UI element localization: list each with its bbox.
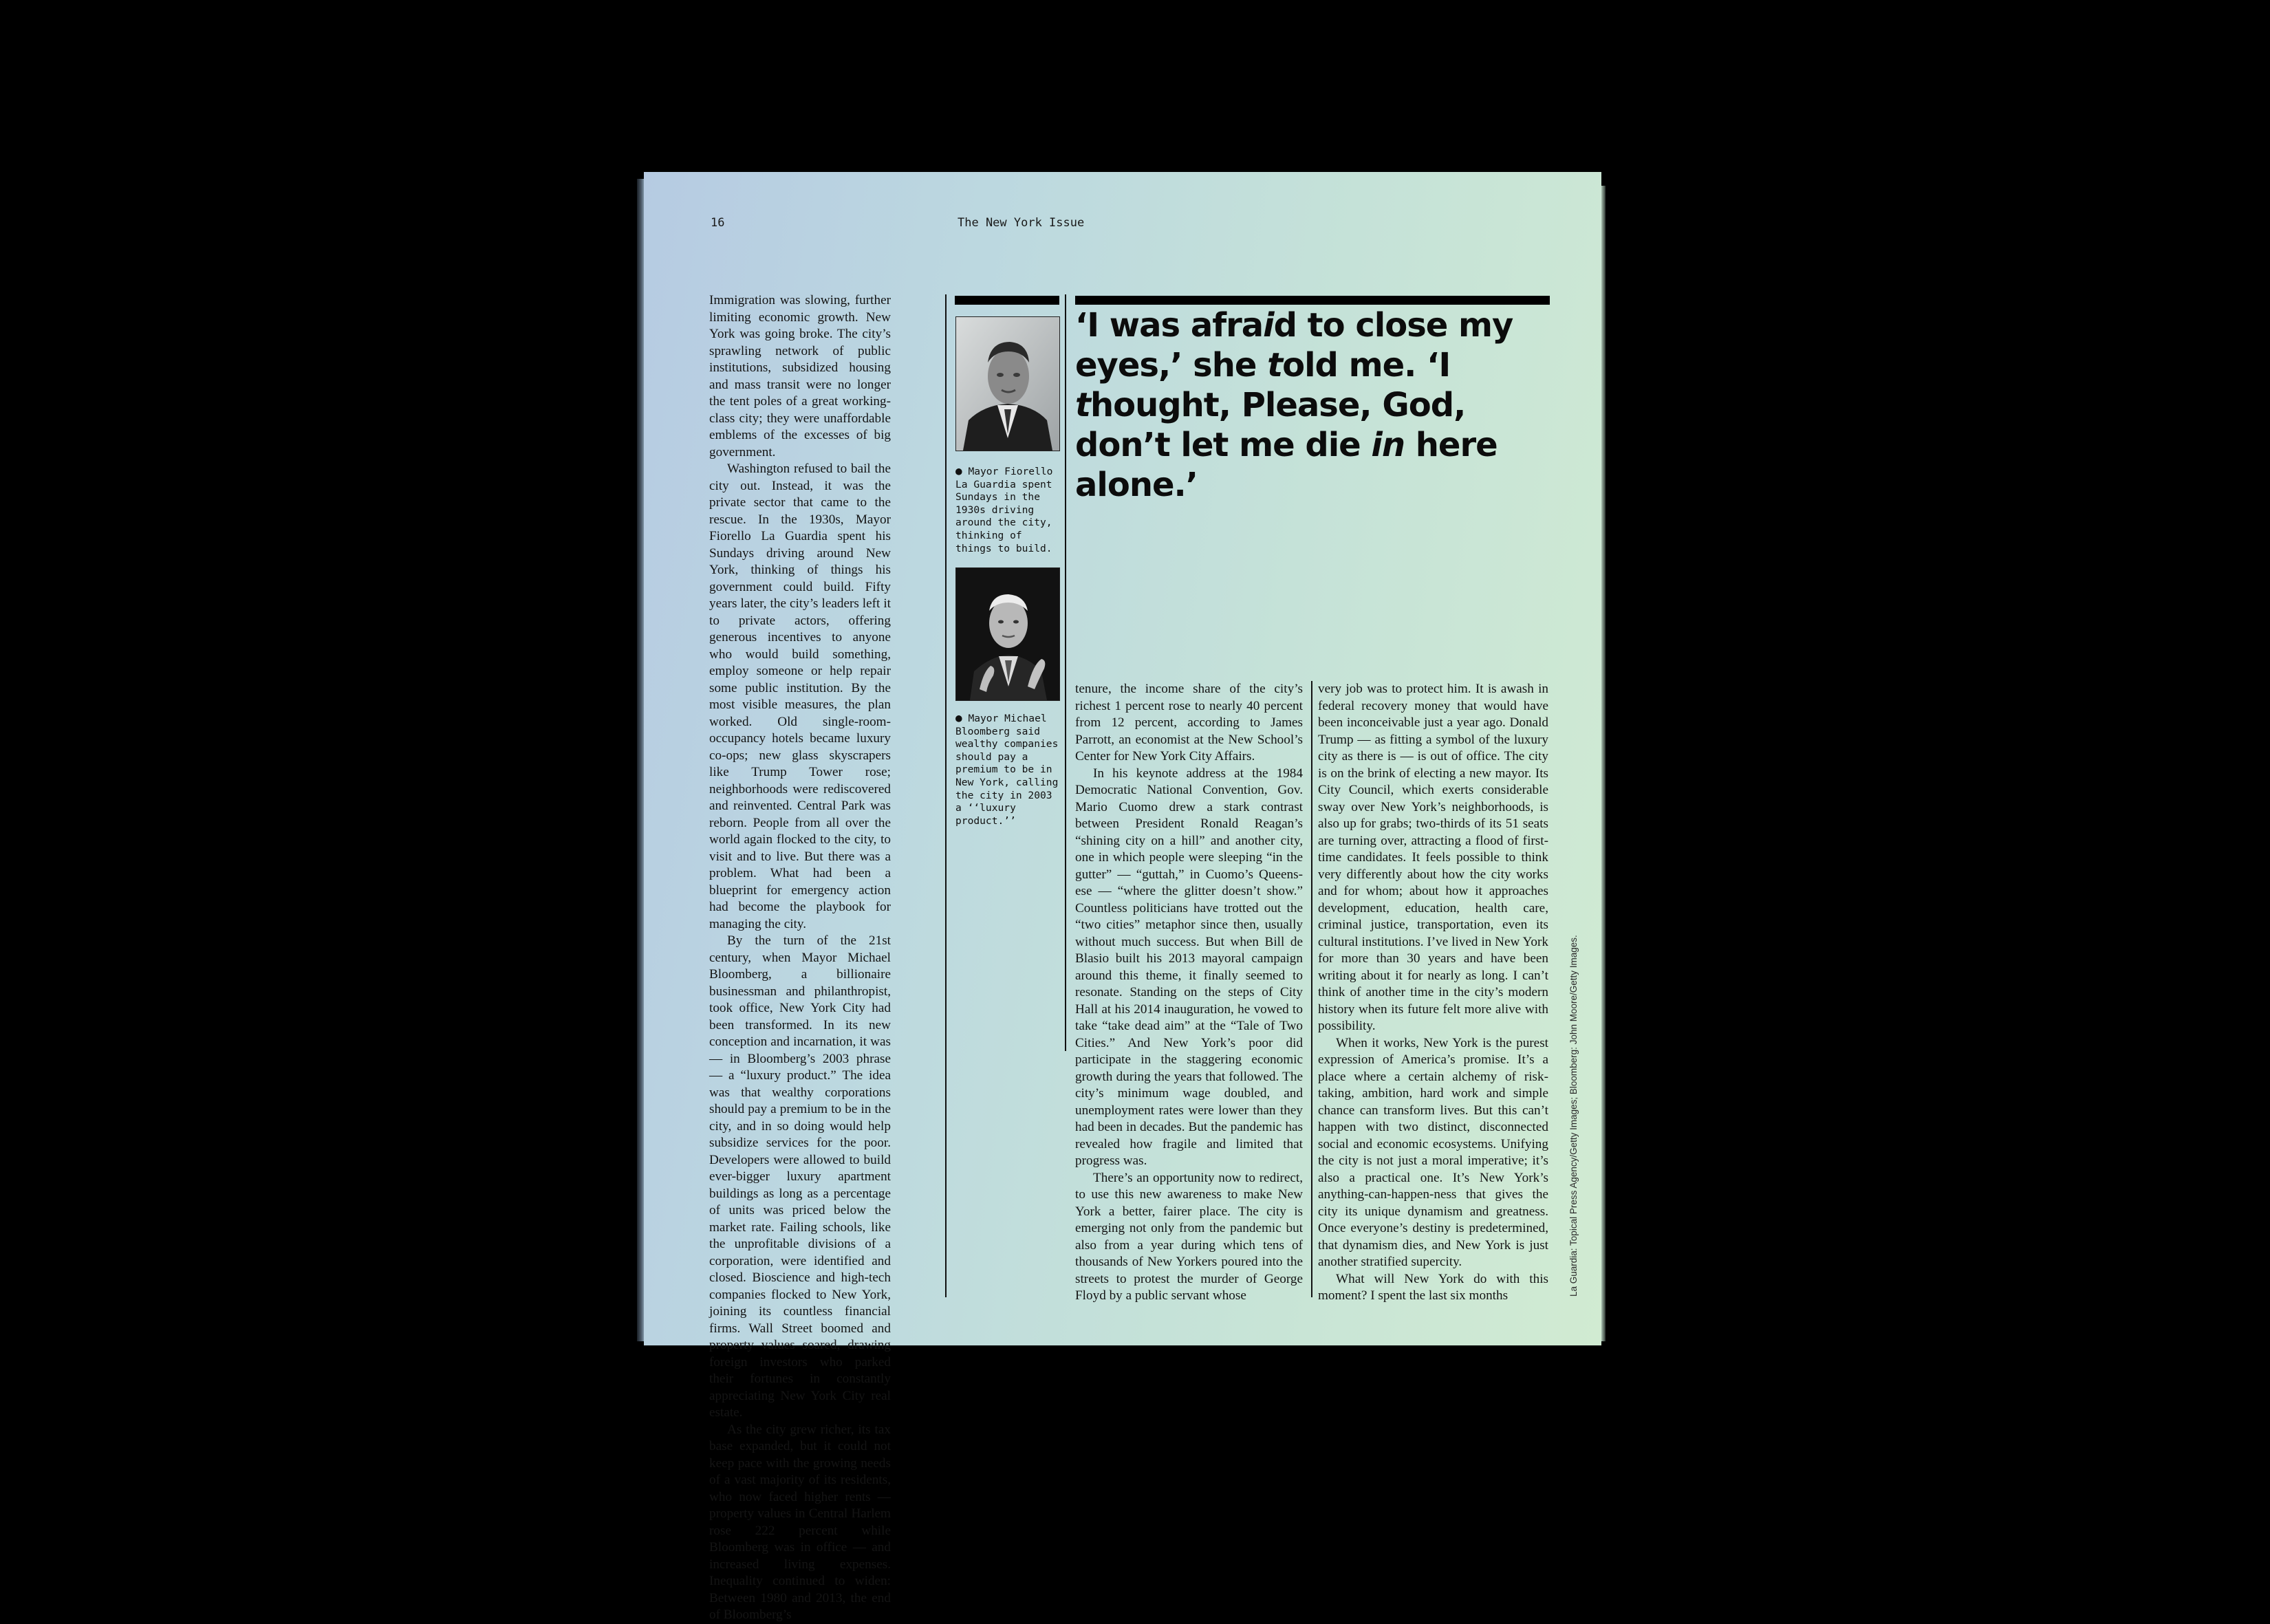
article-column-1: [709, 292, 891, 1624]
la-guardia-photo: [955, 316, 1060, 451]
column-rule: [945, 294, 947, 1297]
paragraph: tenure, the income share of the city’s richest 1 percent rose to nearly 40 percent from 12 percent, according to James Parrott, an economist at the New School’s Center for New York City Affairs.: [1075, 682, 1303, 764]
page-number: 16: [711, 216, 725, 230]
column-rule: [1065, 294, 1066, 1051]
bloomberg-portrait-image: [956, 568, 1059, 700]
page-edge-left: [637, 179, 644, 1341]
pull-quote-bar: [1075, 296, 1550, 305]
paragraph: very job was to protect him. It is awash in federal recovery money that would have been inconceivable just a year ago. Donald Trump — as fitting a symbol of the luxury city as there is — is out of office. The city is on the brink of electing a new mayor. Its City Council, which exerts considerable sway over New York’s neighborhoods, is also up for grabs; two-thirds of its 51 seats are turning over, attracting a flood of first-time candidates. It feels possible to think very differently about how the city works and for whom; about how it approaches development, education, health care, criminal justice, transportation, even its cultural institutions. I’ve lived in New York for more than 30 years and have been writing about it for nearly as long. I can’t think of another time in the city’s modern history when its future felt more alive with possibility.: [1318, 682, 1548, 1033]
paragraph: By the turn of the 21st century, when Mayor Michael Bloomberg, a billionaire businessman and philanthropist, took office, New York City had been transformed. In its new conception and incarnation, it was — in Bloomberg’s 2003 phrase — a “luxury product.” The idea was that wealthy corporations should pay a premium to be in the city, and in so doing would help subsidize services for the poor. Developers were allowed to build ever-bigger luxury apartment buildings as long as a percentage of units was priced below the market rate. Failing schools, like the unprofitable divisions of a corporation, were identified and closed. Bioscience and high-tech companies flocked to New York, joining its countless financial firms. Wall Street boomed and property values soared, drawing foreign investors who parked their fortunes in constantly appreciating New York City real estate.: [709, 933, 891, 1420]
paragraph: As the city grew richer, its tax base expanded, but it could not keep pace with the growing needs of a vast majority of its residents, who now faced higher rents — property values in Central Harlem rose 222 percent while Bloomberg was in office — and increased living expenses. Inequality continued to widen: Between 1980 and 2013, the end of Bloomberg’s: [709, 1422, 891, 1622]
caption-text: Mayor Fiorello La Guardia spent Sundays in the 1930s driving around the city, thinking of things to build.: [955, 466, 1053, 554]
la-guardia-caption: [955, 465, 1060, 555]
photo-credit: La Guardia: Topical Press Agency/Getty Images; Bloomberg: John Moore/Getty Images.: [1568, 935, 1579, 1297]
pull-quote: ‘I was afraid to close my eyes,’ she told me. ‘I thought, Please, God, don’t let me die in here alone.’: [1075, 306, 1513, 504]
paragraph: What will New York do with this moment? I spent the last six months: [1318, 1271, 1548, 1303]
bullet-icon: ●: [955, 711, 962, 724]
magazine-page: [644, 172, 1601, 1622]
paragraph: When it works, New York is the purest expression of America’s promise. It’s a place where a certain alchemy of risk-taking, ambition, hard work and simple chance can transform lives. But this can’t happen with two distinct, disconnected social and economic ecosystems. Unifying the city is not just a moral imperative; it’s also a practical one. It’s New York’s anything-can-happen-ness that gives the city its unique dynamism and greatness. Once everyone’s destiny is predetermined, that dynamism dies, and New York is just another stratified supercity.: [1318, 1035, 1548, 1269]
article-column-4: [1318, 681, 1548, 1305]
paragraph: Immigration was slowing, further limiting economic growth. New York was going broke. The city’s sprawling network of public institutions, subsidized housing and mass transit were no longer the tent poles of a great working-class city; they were unaffordable emblems of the excesses of big government.: [709, 293, 891, 459]
bullet-icon: ●: [955, 464, 962, 477]
paragraph: In his keynote address at the 1984 Democratic National Convention, Gov. Mario Cuomo drew a stark contrast between President Ronald Reagan’s “shining city on a hill” and another city, one in which people were sleeping “in the gutter” — “guttah,” in Cuomo’s Queens-ese — “where the glitter doesn’t show.” Countless politicians have trotted out the “two cities” metaphor since then, usually without much success. But when Bill de Blasio built his 2013 mayoral campaign around this theme, it finally seemed to resonate. Standing on the steps of City Hall at his 2014 inauguration, he vowed to take “take dead aim” at the “Tale of Two Cities.” And New York’s poor did participate in the staggering economic growth during the years that followed. The city’s minimum wage doubled, and unemployment rates were lower than they had been in decades. But the pandemic has revealed how fragile and limited that progress was.: [1075, 766, 1303, 1168]
caption-column-bar: [955, 296, 1059, 305]
caption-text: Mayor Michael Bloomberg said wealthy companies should pay a premium to be in New York, calling the city in 2003 a ‘‘luxury product.’’: [955, 713, 1059, 827]
bloomberg-photo: [955, 567, 1060, 701]
article-column-3: [1075, 681, 1303, 1305]
paragraph: There’s an opportunity now to redirect, to use this new awareness to make New York a better, fairer place. The city is emerging not only from the pandemic but also from a year during which tens of thousands of New Yorkers poured into the streets to protest the murder of George Floyd by a public servant whose: [1075, 1170, 1303, 1303]
paragraph: Washington refused to bail the city out. Instead, it was the private sector that came to the rescue. In the 1930s, Mayor Fiorello La Guardia spent his Sundays driving around New York, thinking of things his government could build. Fifty years later, the city’s leaders left it to private actors, offering generous incentives to anyone who would build something, employ someone or help repair some public institution. By the most visible measures, the plan worked. Old single-room-occupancy hotels became luxury co-ops; new glass skyscrapers like Trump Tower rose; neighborhoods were rediscovered and reinvented. Central Park was reborn. People from all over the world again flocked to the city, to visit and to live. But there was a problem. What had been a blueprint for emergency action had become the playbook for managing the city.: [709, 462, 891, 931]
bloomberg-caption: [955, 712, 1060, 827]
column-rule: [1311, 681, 1312, 1297]
section-title: The New York Issue: [958, 216, 1085, 230]
page-edge-right: [1601, 186, 1606, 1341]
la-guardia-portrait-image: [956, 317, 1059, 451]
